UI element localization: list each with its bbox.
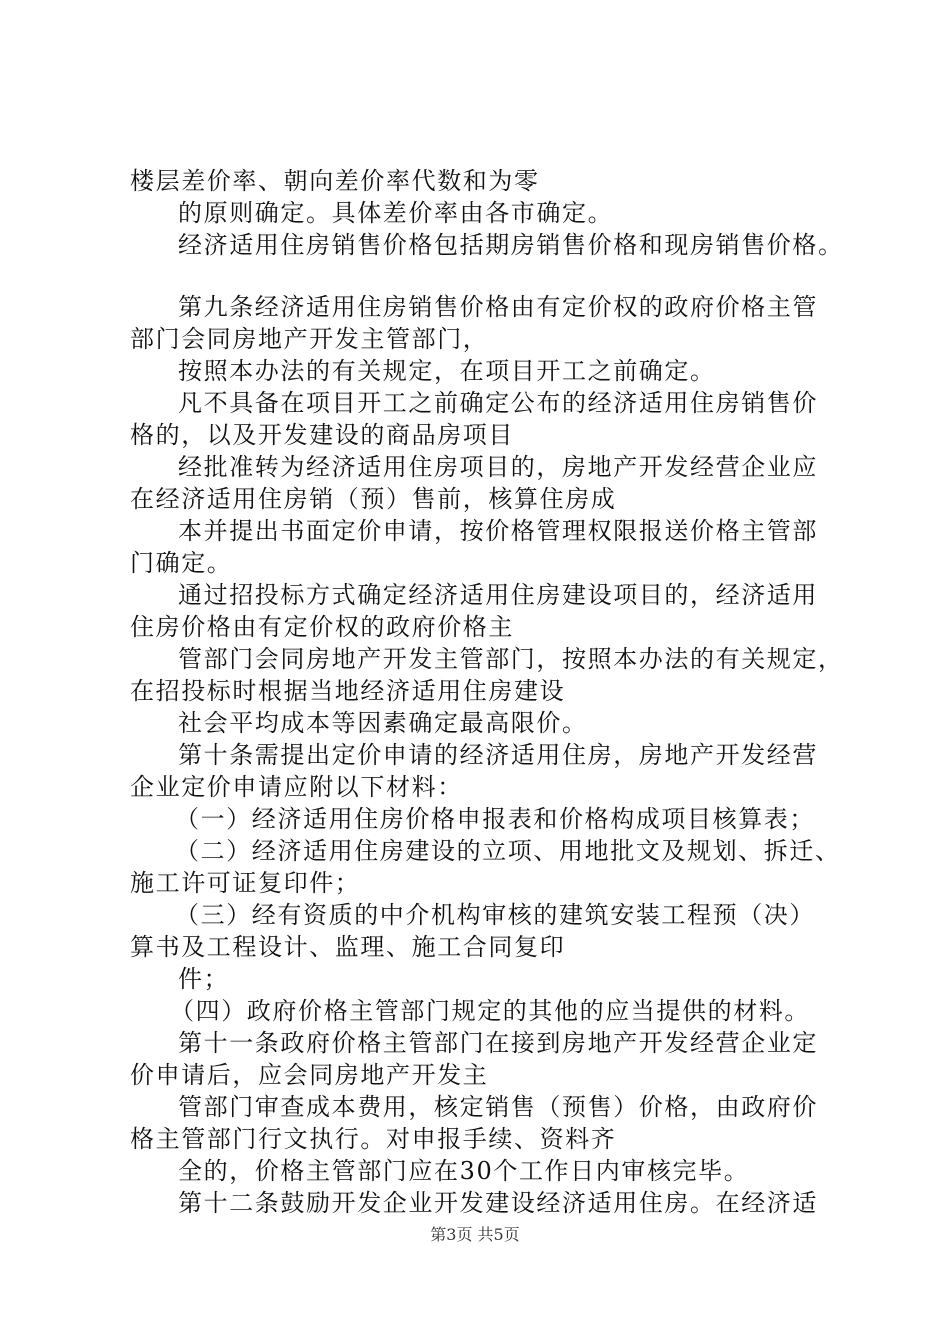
text-line: 本并提出书面定价申请，按价格管理权限报送价格主管部 (178, 517, 818, 545)
text-line: 第九条经济适用住房销售价格由有定价权的政府价格主管 (178, 293, 818, 321)
text-line: 算书及工程设计、监理、施工合同复印 (130, 933, 566, 961)
text-line: 第十条需提出定价申请的经济适用住房，房地产开发经营 (178, 741, 818, 769)
text-line: 第十二条鼓励开发企业开发建设经济适用住房。在经济适 (178, 1189, 818, 1217)
text-line: 全的，价格主管部门应在30个工作日内审核完毕。 (178, 1157, 750, 1185)
page-number-footer: 第3页 共5页 (430, 1225, 520, 1244)
text-line: 通过招投标方式确定经济适用住房建设项目的，经济适用 (178, 581, 818, 609)
text-line: （一）经济适用住房价格申报表和价格构成项目核算表； (175, 805, 815, 833)
text-line: 件； (178, 965, 230, 993)
text-line: （四）政府价格主管部门规定的其他的应当提供的材料。 (170, 997, 810, 1025)
text-line: 管部门审查成本费用，核定销售（预售）价格，由政府价 (178, 1093, 818, 1121)
text-line: 施工许可证复印件； (130, 869, 361, 897)
text-line: 住房价格由有定价权的政府价格主 (130, 613, 514, 641)
text-line: 部门会同房地产开发主管部门， (130, 325, 489, 353)
text-line: 在经济适用住房销（预）售前，核算住房成 (130, 485, 617, 513)
text-line: 价申请后，应会同房地产开发主 (130, 1061, 489, 1089)
text-line: 格主管部门行文执行。对申报手续、资料齐 (130, 1125, 617, 1153)
text-line: 格的，以及开发建设的商品房项目 (130, 421, 514, 449)
text-line: 按照本办法的有关规定，在项目开工之前确定。 (178, 357, 716, 385)
text-line: 在招投标时根据当地经济适用住房建设 (130, 677, 566, 705)
text-line: 经济适用住房销售价格包括期房销售价格和现房销售价格。 (178, 231, 844, 259)
document-body (130, 165, 845, 1219)
text-line: （二）经济适用住房建设的立项、用地批文及规划、拆迁、 (175, 837, 841, 865)
text-line: 楼层差价率、朝向差价率代数和为零 (130, 167, 540, 195)
text-line: 的原则确定。具体差价率由各市确定。 (178, 199, 614, 227)
text-line: 社会平均成本等因素确定最高限价。 (178, 709, 588, 737)
text-line: 企业定价申请应附以下材料： (130, 773, 463, 801)
text-line: 经批准转为经济适用住房项目的，房地产开发经营企业应 (178, 453, 818, 481)
paragraph-gap (130, 261, 845, 291)
text-line: （三）经有资质的中介机构审核的建筑安装工程预（决） (175, 901, 815, 929)
text-line: 门确定。 (130, 549, 233, 577)
text-line: 第十一条政府价格主管部门在接到房地产开发经营企业定 (178, 1029, 818, 1057)
text-line: 凡不具备在项目开工之前确定公布的经济适用住房销售价 (178, 389, 818, 417)
text-line: 管部门会同房地产开发主管部门，按照本办法的有关规定， (178, 645, 844, 673)
